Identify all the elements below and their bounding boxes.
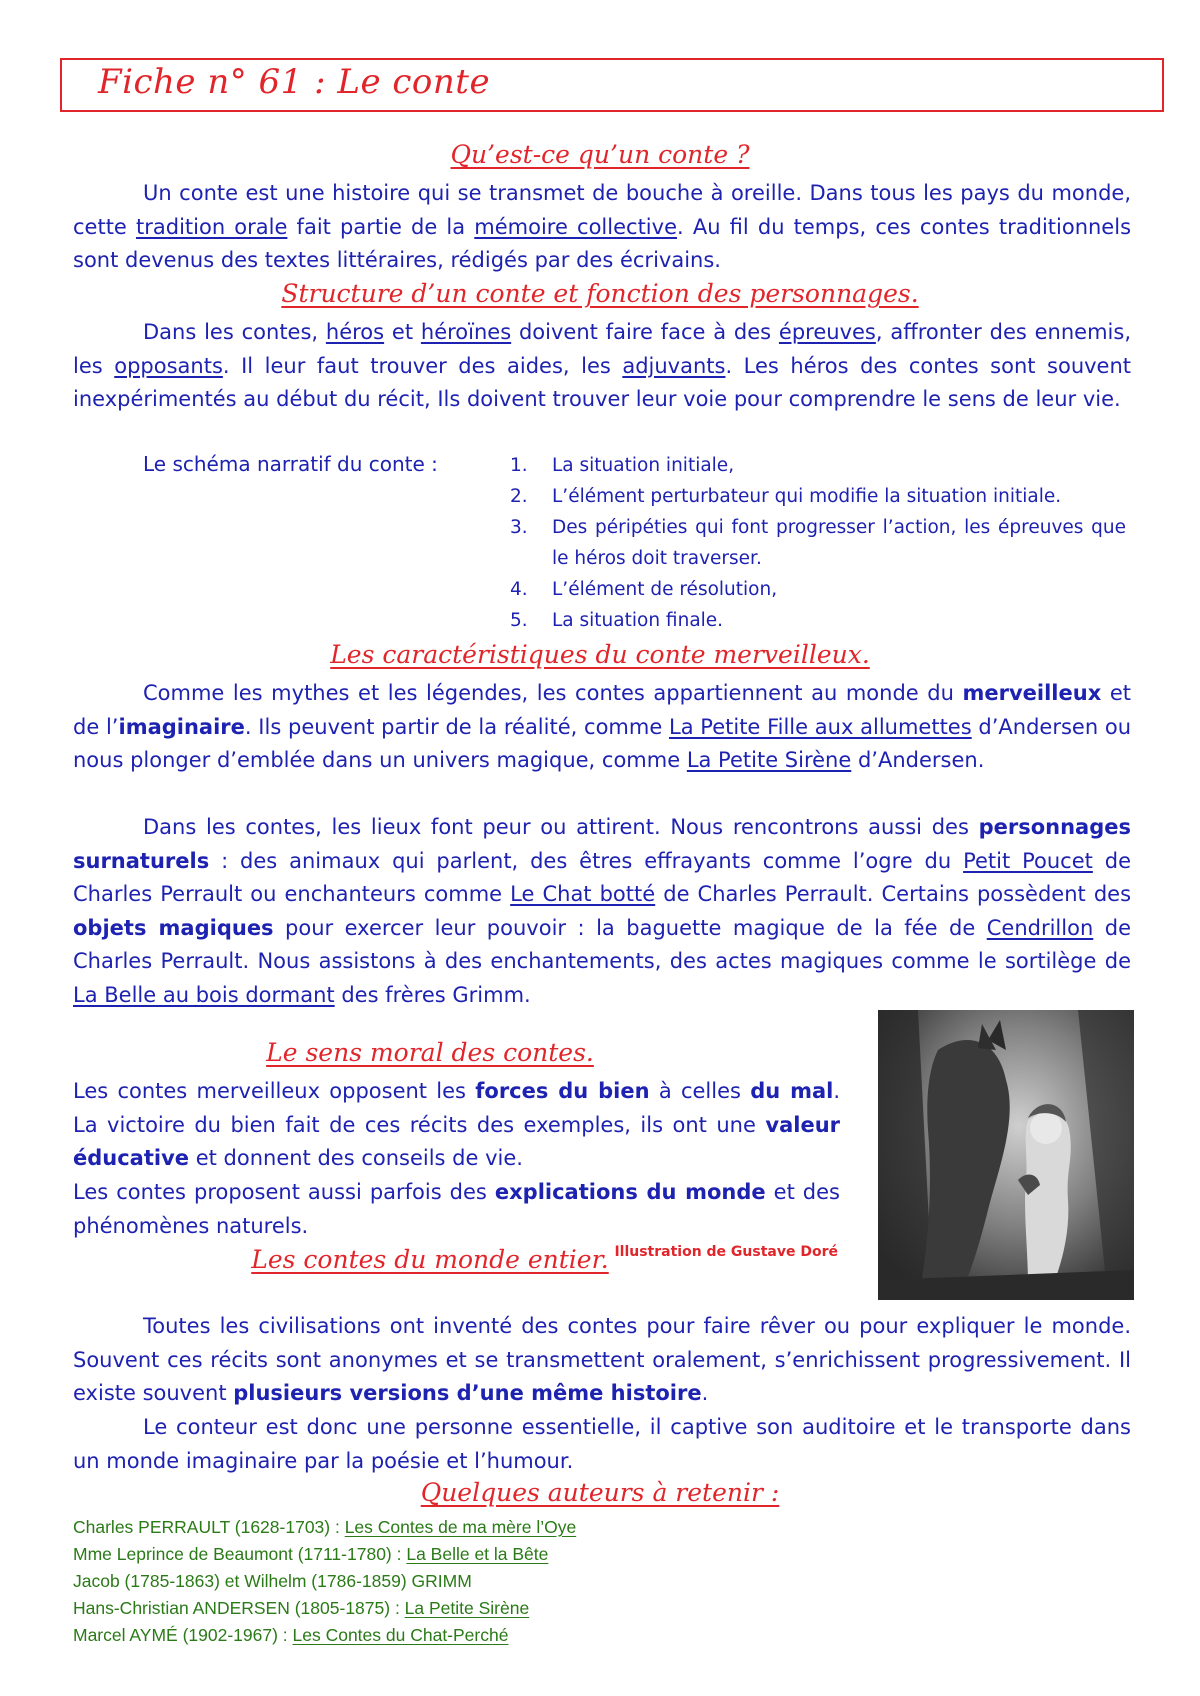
author-name: Jacob (1785-1863) et Wilhelm (1786-1859) GRIMM [73,1571,472,1591]
item-text: L’élément de résolution, [552,579,778,600]
schema-item [510,605,1126,636]
illustration-caption: Illustration de Gustave Doré [614,1244,838,1260]
engraving-image [878,1010,1134,1300]
term-forces-du-bien: forces du bien [475,1079,650,1103]
authors-list [73,1514,576,1649]
paragraph-lieux [73,811,1131,1012]
title-petite-fille-allumettes: La Petite Fille aux allumettes [669,714,972,739]
text: fait partie de la [287,214,475,239]
author-name: Hans-Christian ANDERSEN (1805-1875) : [73,1598,405,1618]
term-objets-magiques: objets magiques [73,915,274,940]
text: . La victoire du bien fait de ces récits des exemples, ils ont une [73,1079,841,1137]
term-merveilleux: merveilleux [962,681,1102,705]
heading-what-is-a-tale: Qu’est-ce qu’un conte ? [450,140,750,169]
text: Un conte est une histoire qui se transmet de bouche à oreille. Dans tous les pays du monde, cette [73,181,1131,239]
term-valeur-educative: valeur éducative [73,1112,840,1170]
schema-item [510,574,1126,605]
item-number: 2. [510,486,528,507]
text: d’Andersen ou nous plonger d’emblée dans un univers magique, comme [73,714,1132,772]
term-explications-du-monde: explications du monde [494,1180,766,1204]
page-title: Fiche n° 61 : Le conte [98,62,491,102]
text: Le conteur est donc une personne essentielle, il captive son auditoire et le transporte dans un monde imaginaire par la poésie et l’humour. [73,1415,1131,1473]
term-memoire-collective: mémoire collective [474,214,677,239]
paragraph-conteur [73,1411,1131,1478]
term-imaginaire: imaginaire [118,714,245,739]
schema-item [510,512,1126,574]
item-text: L’élément perturbateur qui modifie la situation initiale. [552,486,1062,507]
item-text: La situation initiale, [552,455,735,476]
title-petit-poucet: Petit Poucet [963,848,1093,873]
item-number: 4. [510,579,528,600]
text: d’Andersen. [851,748,985,772]
text: . Les héros des contes sont souvent inexpérimentés au début du récit, Ils doivent trouver leur voie pour comprendre le sens de leur vie. [73,353,1132,411]
item-number: 5. [510,610,528,631]
term-du-mal: du mal [750,1079,834,1103]
title-box [60,58,1164,112]
item-text: La situation finale. [552,610,724,631]
title-petite-sirene: La Petite Sirène [686,748,852,772]
text: . Au fil du temps, ces contes traditionnels sont devenus des textes littéraires, rédigés par des écrivains. [73,214,1132,272]
text: . Il leur faut trouver des aides, les [222,353,623,378]
paragraph-explications [73,1176,840,1243]
author-work: Les Contes du Chat-Perché [292,1625,509,1645]
text: pour exercer leur pouvoir : la baguette magique de la fée de [273,915,987,940]
author-item [73,1595,576,1622]
text: Dans les contes, les lieux font peur ou attirent. Nous rencontrons aussi des [143,815,979,839]
schema-label: Le schéma narratif du conte : [143,452,438,476]
paragraph-civilisations [73,1310,1131,1411]
schema-list [510,450,1126,636]
author-work: La Petite Sirène [404,1598,530,1618]
item-number: 3. [510,517,528,538]
author-work: Les Contes de ma mère l’Oye [344,1517,577,1537]
text: Comme les mythes et les légendes, les contes appartiennent au monde du [143,681,963,705]
title-belle-bois-dormant: La Belle au bois dormant [73,982,335,1007]
term-adjuvants: adjuvants [622,353,726,378]
author-item [73,1514,576,1541]
text: . [701,1381,709,1405]
text: et donnent des conseils de vie. [189,1146,523,1170]
text: doivent faire face à des [511,320,779,344]
heading-moral: Le sens moral des contes. [266,1038,594,1067]
term-tradition-orale: tradition orale [136,214,288,239]
text: Les contes proposent aussi parfois des [73,1180,495,1204]
heading-structure: Structure d’un conte et fonction des personnages. [281,279,919,308]
paragraph-definition [73,177,1131,278]
text: , affronter des ennemis, les [73,320,1131,378]
text: Dans les contes, [143,320,326,344]
author-item [73,1568,576,1595]
term-opposants: opposants [114,353,223,378]
title-chat-botte: Le Chat botté [510,882,656,906]
schema-item [510,481,1126,512]
text: de Charles Perrault. Nous assistons à des enchantements, des actes magiques comme le sortilège de [73,915,1131,973]
paragraph-structure [73,316,1131,417]
text: et [384,320,421,344]
author-name: Mme Leprince de Beaumont (1711-1780) : [73,1544,407,1564]
term-epreuves: épreuves [778,320,876,344]
item-text: Des péripéties qui font progresser l’action, les épreuves que le héros doit traverser. [552,517,1126,569]
text: de Charles Perrault ou enchanteurs comme [73,848,1132,906]
text: Toutes les civilisations ont inventé des contes pour faire rêver ou pour expliquer le monde. Souvent ces récits sont anonymes et se transmettent oralement, s’enrichissent progressivement. Il existe souvent [73,1314,1131,1405]
paragraph-moral [73,1075,840,1176]
text: des frères Grimm. [334,982,531,1007]
text: et des phénomènes naturels. [73,1180,840,1238]
text: à celles [649,1079,751,1103]
text: Les contes merveilleux opposent les [73,1079,476,1103]
term-plusieurs-versions: plusieurs versions d’une même histoire [233,1381,702,1405]
author-work: La Belle et la Bête [406,1544,549,1564]
heading-characteristics: Les caractéristiques du conte merveilleux. [330,640,870,669]
term-heros: héros [325,320,385,344]
illustration-wolf-red-riding-hood [878,1010,1134,1300]
paragraph-merveilleux [73,677,1131,778]
author-name: Charles PERRAULT (1628-1703) : [73,1517,345,1537]
text: : des animaux qui parlent, des êtres effrayants comme l’ogre du [209,848,964,873]
item-number: 1. [510,455,528,476]
heading-authors: Quelques auteurs à retenir : [420,1478,780,1507]
text: de Charles Perrault. Certains possèdent des [655,882,1132,906]
text: . Ils peuvent partir de la réalité, comme [244,714,669,739]
author-item [73,1541,576,1568]
text: et de l’ [73,681,1131,739]
author-name: Marcel AYMÉ (1902-1967) : [73,1625,293,1645]
author-item [73,1622,576,1649]
term-personnages-surnaturels: personnages surnaturels [73,815,1131,873]
term-heroines: héroïnes [420,320,512,344]
title-cendrillon: Cendrillon [986,915,1094,940]
heading-world-tales: Les contes du monde entier. [251,1245,609,1274]
schema-item [510,450,1126,481]
